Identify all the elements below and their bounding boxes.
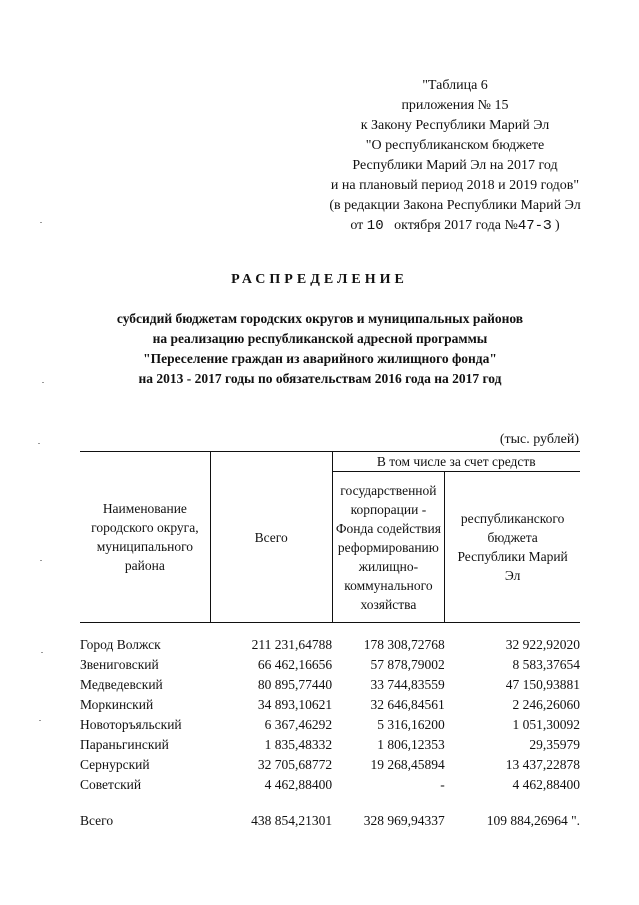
table-row — [80, 655, 580, 675]
law-number: 47-З — [517, 218, 552, 234]
column-header-fund-text: государственной корпорации - Фонда содействия реформированию жилищно-коммунального хозяйства — [335, 482, 441, 612]
date-suffix: ) — [554, 218, 560, 233]
cell-republic: 2 246,26060 — [512, 697, 580, 712]
cell-total: 66 462,16656 — [257, 657, 333, 672]
column-header-name — [80, 452, 210, 623]
cell-total: 438 854,21301 — [251, 813, 333, 828]
date-month: октября 2017 года № — [394, 218, 518, 233]
cell-republic: 29,35979 — [529, 737, 580, 752]
scan-speck — [39, 720, 41, 721]
subsidy-table — [80, 451, 580, 831]
table-row — [80, 695, 580, 715]
total-row — [80, 811, 580, 831]
cell-fund: 1 806,12353 — [377, 737, 445, 752]
cell-fund: 19 268,45894 — [370, 757, 445, 772]
cell-fund: 328 969,94337 — [363, 813, 445, 828]
scan-speck — [41, 652, 43, 653]
document-header — [300, 76, 610, 236]
scan-speck — [40, 222, 42, 223]
column-header-fund — [332, 472, 445, 623]
cell-total: 6 367,46292 — [264, 717, 333, 732]
document-title: РАСПРЕДЕЛЕНИЕ — [231, 272, 408, 287]
cell-fund: - — [440, 777, 445, 792]
cell-republic: 32 922,92020 — [505, 637, 580, 652]
cell-name: Всего — [80, 813, 114, 828]
table-row — [80, 635, 580, 655]
cell-fund: 178 308,72768 — [363, 637, 445, 652]
cell-fund: 32 646,84561 — [370, 697, 445, 712]
cell-republic: 4 462,88400 — [512, 777, 580, 792]
cell-name: Звениговский — [80, 657, 159, 672]
header-line: "О республиканском бюджете — [365, 138, 545, 153]
scan-speck — [42, 382, 44, 383]
table-row — [80, 715, 580, 735]
cell-republic: 13 437,22878 — [505, 757, 580, 772]
column-group-header: В том числе за счет средств — [332, 452, 580, 472]
cell-total: 4 462,88400 — [264, 777, 333, 792]
cell-fund: 5 316,16200 — [377, 717, 445, 732]
scan-speck — [38, 443, 40, 444]
cell-name: Медведевский — [80, 677, 163, 692]
scan-speck — [40, 560, 42, 561]
cell-total: 211 231,64788 — [251, 637, 333, 652]
table-row — [80, 775, 580, 795]
cell-name: Моркинский — [80, 697, 154, 712]
cell-name: Город Волжск — [80, 637, 161, 652]
subtitle-line: на 2013 - 2017 годы по обязательствам 2016 года на 2017 год — [138, 371, 502, 386]
date-prefix: от — [350, 218, 364, 233]
column-header-total: Всего — [210, 452, 332, 623]
table-row — [80, 675, 580, 695]
header-line: "Таблица 6 — [422, 78, 488, 93]
cell-total: 34 893,10621 — [257, 697, 333, 712]
cell-name: Параньгинский — [80, 737, 169, 752]
header-line: приложения № 15 — [401, 98, 509, 113]
cell-republic: 109 884,26964 ". — [486, 813, 580, 828]
header-date-line — [300, 216, 610, 236]
cell-name: Новоторъяльский — [80, 717, 182, 732]
document-subtitle — [80, 309, 560, 389]
column-header-republic — [445, 472, 580, 623]
date-day: 10 — [366, 218, 384, 234]
cell-total: 32 705,68772 — [257, 757, 333, 772]
cell-total: 1 835,48332 — [264, 737, 333, 752]
header-line: Республики Марий Эл на 2017 год — [352, 158, 558, 173]
cell-republic: 47 150,93881 — [505, 677, 580, 692]
cell-total: 80 895,77440 — [257, 677, 333, 692]
table-row — [80, 735, 580, 755]
cell-name: Советский — [80, 777, 142, 792]
cell-republic: 1 051,30092 — [512, 717, 580, 732]
subtitle-line: субсидий бюджетам городских округов и муниципальных районов — [116, 311, 524, 326]
column-header-name-text: Наименование городского округа, муниципального района — [91, 501, 199, 573]
cell-fund: 33 744,83559 — [370, 677, 445, 692]
column-header-republic-text: республиканского бюджета Республики Марий Эл — [457, 511, 568, 583]
subtitle-line: "Переселение граждан из аварийного жилищного фонда" — [143, 351, 497, 366]
cell-name: Сернурский — [80, 757, 150, 772]
cell-fund: 57 878,79002 — [370, 657, 445, 672]
table-row — [80, 755, 580, 775]
cell-republic: 8 583,37654 — [512, 657, 580, 672]
header-line: (в редакции Закона Республики Марий Эл — [329, 198, 581, 213]
subtitle-line: на реализацию республиканской адресной программы — [152, 331, 488, 346]
units-label: (тыс. рублей) — [499, 432, 579, 447]
header-line: к Закону Республики Марий Эл — [360, 118, 550, 133]
header-line: и на плановый период 2018 и 2019 годов" — [330, 178, 580, 193]
